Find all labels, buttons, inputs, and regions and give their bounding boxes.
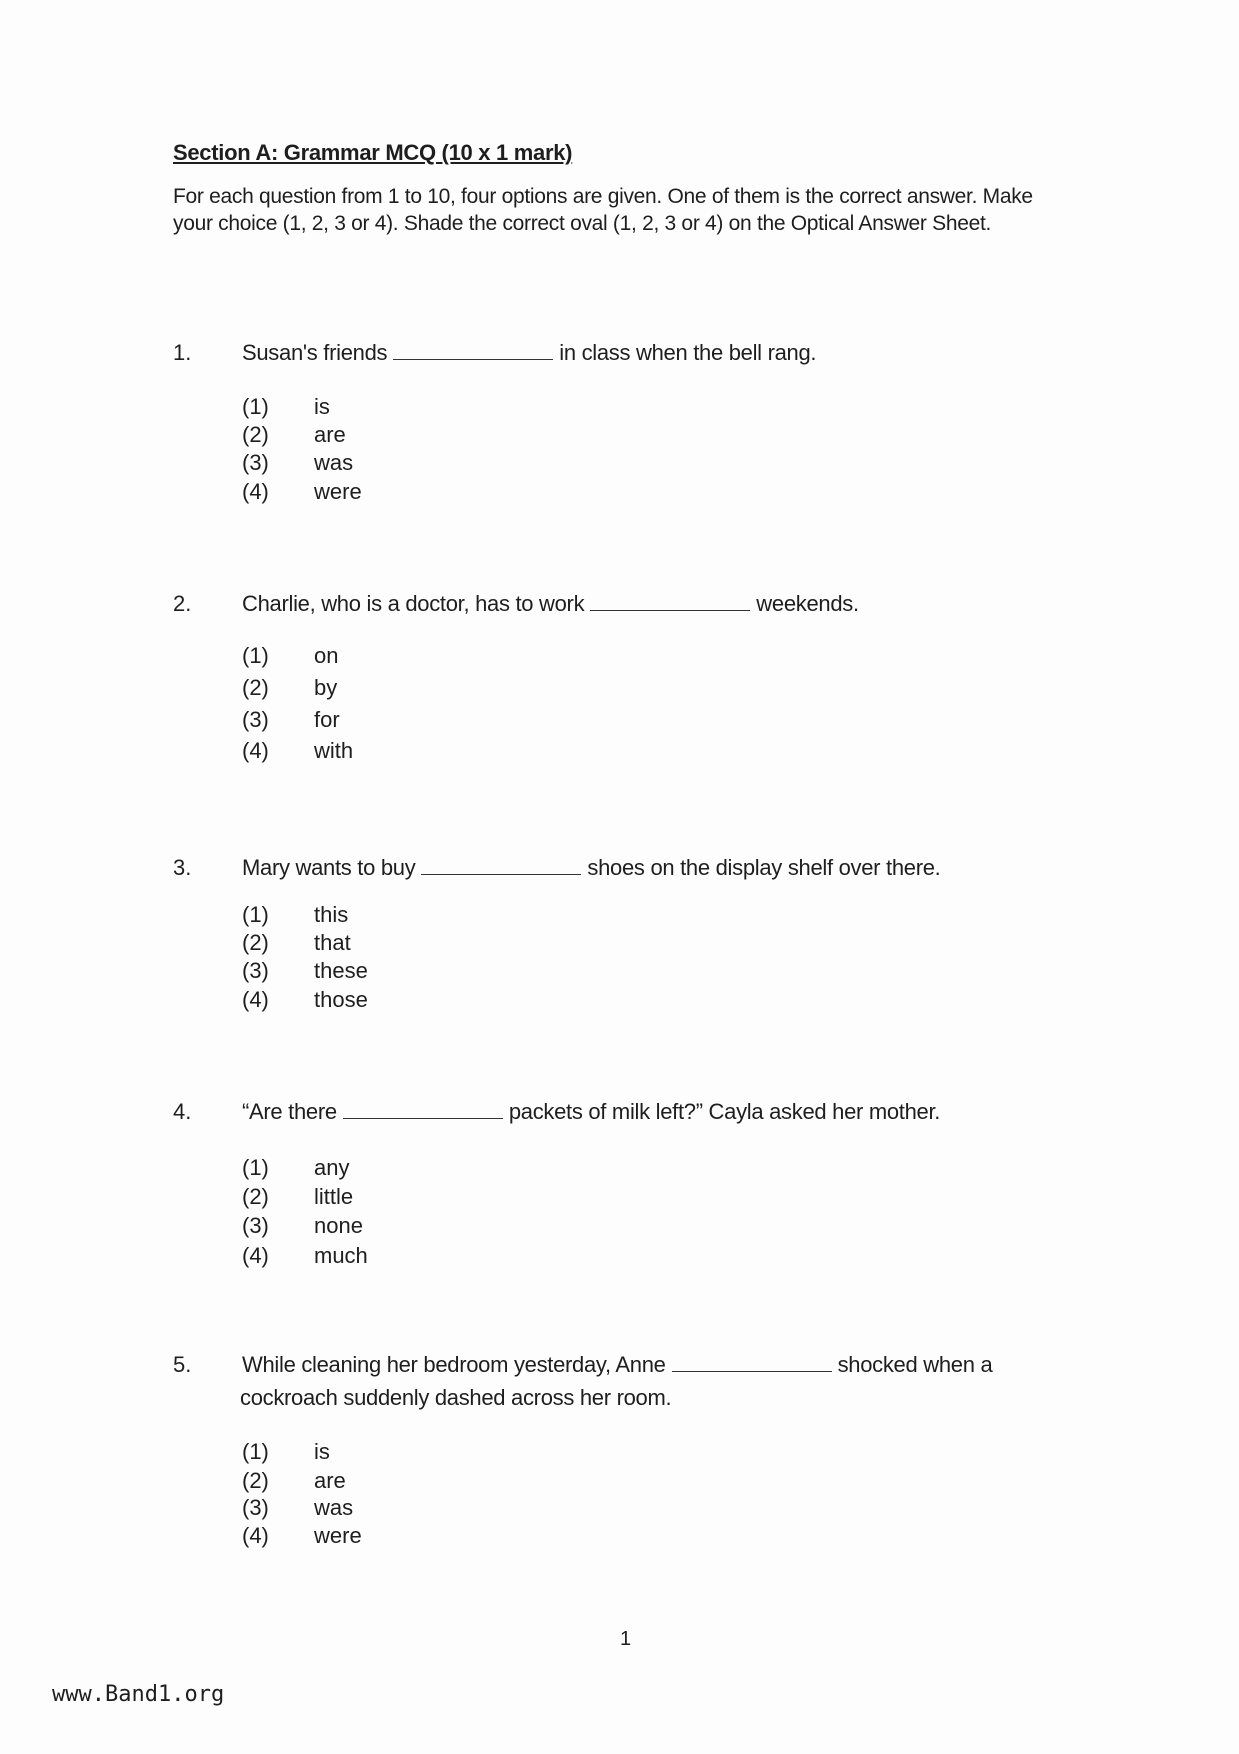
question-stem [242, 855, 940, 881]
option-number: (1) [242, 902, 269, 927]
option-text: with [314, 738, 354, 763]
question-number: 5. [173, 1352, 192, 1377]
question-number: 3. [173, 855, 192, 880]
option [242, 902, 348, 928]
option-number: (3) [242, 450, 269, 475]
option-number: (3) [242, 707, 269, 732]
option-text: much [314, 1243, 368, 1268]
option [242, 738, 353, 764]
stem-before: While cleaning her bedroom yesterday, Anne [242, 1352, 666, 1377]
stem-before: Charlie, who is a doctor, has to work [242, 591, 585, 616]
option-text: on [314, 643, 339, 668]
stem-after: shoes on the display shelf over there. [587, 855, 941, 880]
option-text: is [314, 394, 330, 419]
option-number: (2) [242, 1468, 269, 1493]
answer-blank [672, 1353, 832, 1372]
option-number: (2) [242, 930, 269, 955]
option [242, 1439, 330, 1465]
option [242, 450, 353, 476]
option-number: (1) [242, 394, 269, 419]
option-number: (1) [242, 643, 269, 668]
page-number: 1 [620, 1628, 632, 1650]
option-text: those [314, 987, 368, 1012]
option-text: was [314, 450, 354, 475]
option [242, 643, 338, 669]
option-text: were [314, 479, 362, 504]
option-number: (4) [242, 479, 269, 504]
option [242, 675, 337, 701]
option-number: (3) [242, 1495, 269, 1520]
option-number: (4) [242, 738, 269, 763]
option-text: were [314, 1523, 362, 1548]
instructions: For each question from 1 to 10, four options are given. One of them is the correct answer. Make your choice (1, 2, 3 or 4). Shade the correct oval (1, 2, 3 or 4) on the Optical Answer Sheet. [173, 185, 1033, 235]
option-number: (3) [242, 958, 269, 983]
option-text: are [314, 422, 346, 447]
option-number: (2) [242, 675, 269, 700]
answer-blank [393, 341, 553, 360]
question-number: 2. [173, 591, 192, 616]
stem-after: shocked when a [837, 1352, 993, 1377]
option-text: this [314, 902, 349, 927]
option-number: (4) [242, 1523, 269, 1548]
stem-after: in class when the bell rang. [559, 340, 817, 365]
stem-after: packets of milk left?” Cayla asked her mother. [508, 1099, 941, 1124]
option-number: (1) [242, 1155, 269, 1180]
stem-before: Mary wants to buy [242, 855, 416, 880]
section-title: Section A: Grammar MCQ (10 x 1 mark) [173, 140, 573, 165]
option-number: (2) [242, 422, 269, 447]
option-text: little [314, 1184, 354, 1209]
option-text: none [314, 1213, 363, 1238]
option-text: these [314, 958, 368, 983]
answer-blank [590, 592, 750, 611]
option [242, 707, 340, 733]
option [242, 1468, 346, 1494]
option [242, 394, 330, 420]
answer-blank [421, 856, 581, 875]
answer-blank [343, 1100, 503, 1119]
option-number: (3) [242, 1213, 269, 1238]
option-number: (4) [242, 987, 269, 1012]
question-number: 1. [173, 340, 192, 365]
option [242, 1213, 363, 1239]
stem-before: Susan's friends [242, 340, 388, 365]
question-number: 4. [173, 1099, 192, 1124]
option [242, 1184, 353, 1210]
stem-after: weekends. [756, 591, 859, 616]
option-text: for [314, 707, 340, 732]
question-stem [242, 340, 816, 366]
option-text: any [314, 1155, 350, 1180]
option-text: was [314, 1495, 354, 1520]
option-text: that [314, 930, 351, 955]
option-text: are [314, 1468, 346, 1493]
option [242, 1523, 362, 1549]
option [242, 987, 368, 1013]
option-number: (4) [242, 1243, 269, 1268]
option [242, 930, 351, 956]
stem-before: “Are there [242, 1099, 337, 1124]
option [242, 1155, 349, 1181]
question-stem [242, 1352, 992, 1378]
option [242, 479, 362, 505]
option-number: (1) [242, 1439, 269, 1464]
question-stem [242, 1099, 940, 1125]
option-text: by [314, 675, 338, 700]
option [242, 422, 346, 448]
option-text: is [314, 1439, 330, 1464]
footer-watermark: www.Band1.org [52, 1682, 225, 1707]
question-stem-line2: cockroach suddenly dashed across her room. [240, 1385, 672, 1410]
option-number: (2) [242, 1184, 269, 1209]
question-stem [242, 591, 859, 617]
option [242, 958, 368, 984]
option [242, 1243, 368, 1269]
option [242, 1495, 353, 1521]
